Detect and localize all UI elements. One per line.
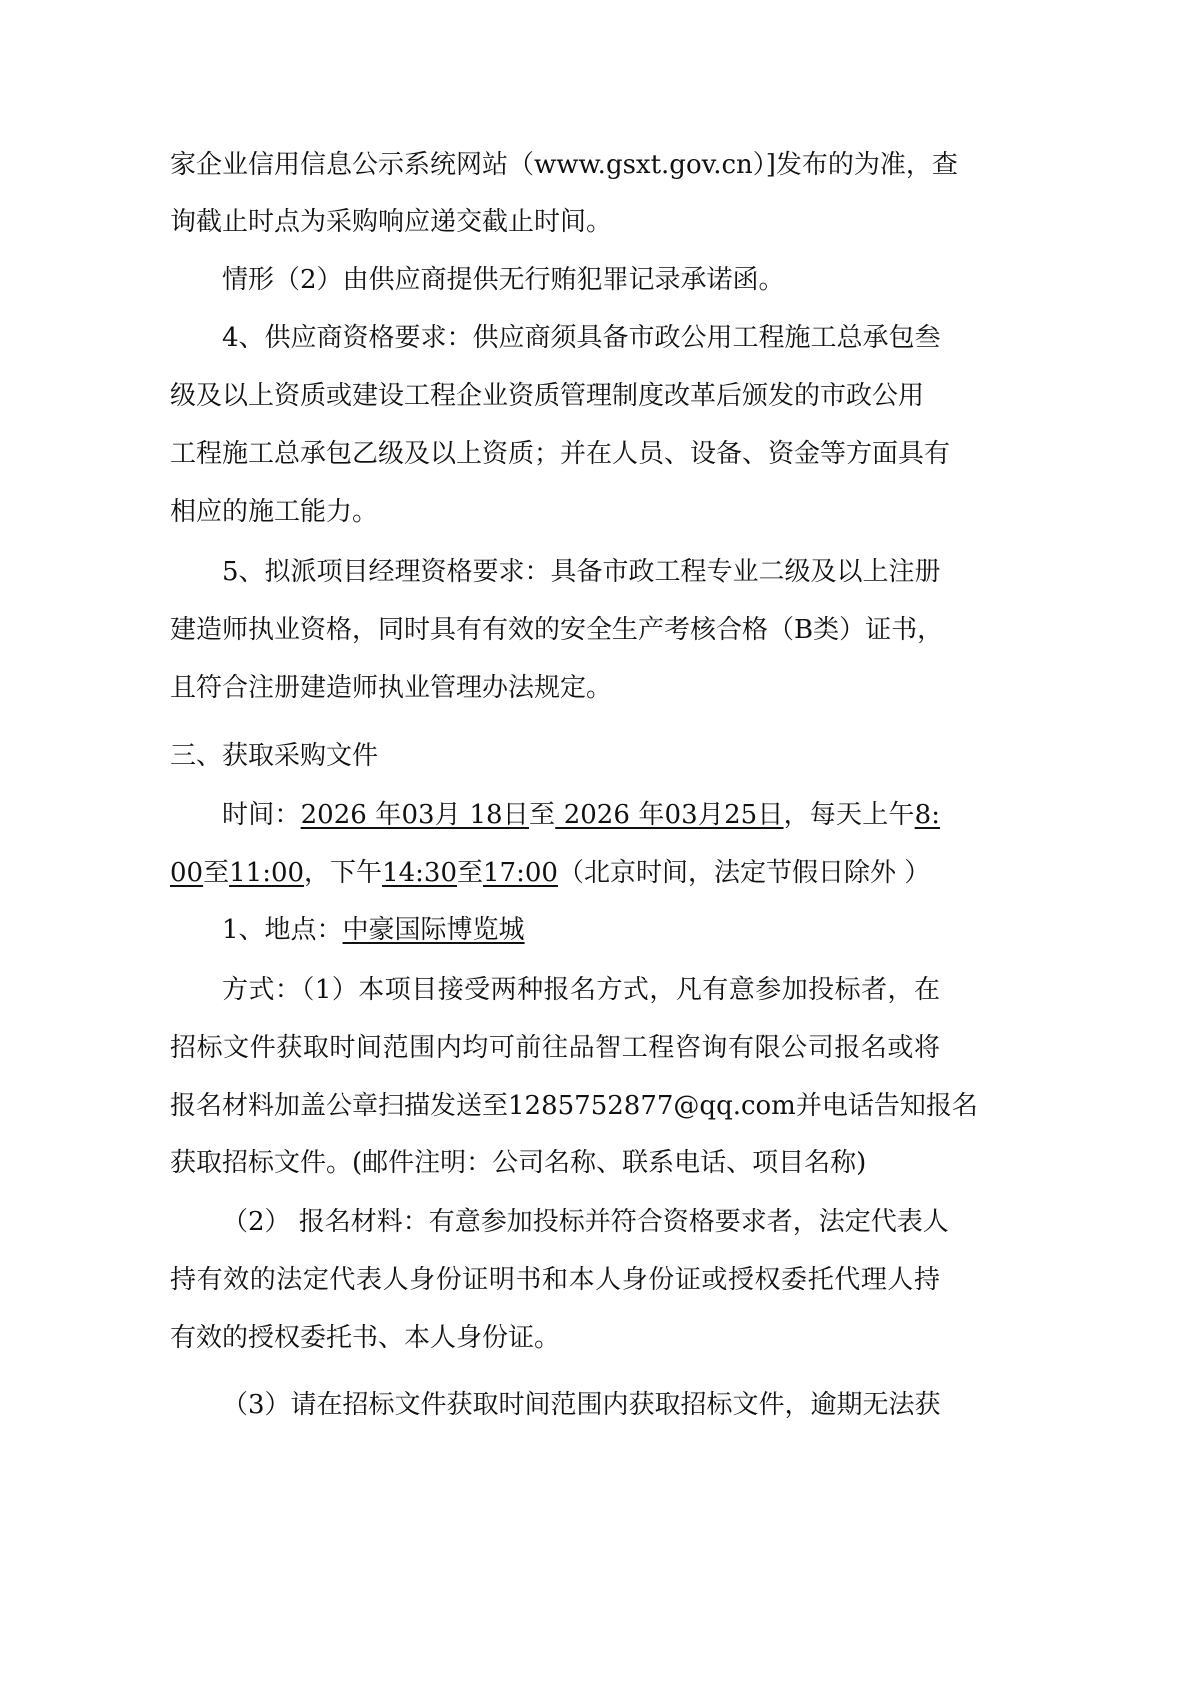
text-segment: （2） 报名材料：有意参加投标并符合资格要求者，法定代表人 — [222, 1207, 949, 1237]
text-segment: 级及以上资质或建设工程企业资质管理制度改革后颁发的市政公用 — [170, 381, 925, 411]
text-segment: 相应的施工能力。 — [170, 497, 379, 527]
text-segment: 情形（2）由供应商提供无行贿犯罪记录承诺函。 — [222, 265, 785, 295]
text-segment: 获取招标文件。(邮件注明：公司名称、联系电话、项目名称) — [170, 1148, 867, 1178]
text-line — [222, 914, 525, 946]
text-segment: 且符合注册建造师执业管理办法规定。 — [170, 673, 613, 703]
text-line — [222, 799, 940, 831]
text-line — [222, 974, 940, 1006]
text-segment: 方式：（1）本项目接受两种报名方式，凡有意参加投标者，在 — [222, 975, 940, 1005]
text-segment: 至 — [203, 858, 230, 888]
text-segment: ，下午 — [304, 858, 383, 888]
text-line — [170, 672, 612, 704]
text-line — [170, 857, 930, 889]
underlined-text: 14:30 — [382, 858, 457, 888]
text-segment: 建造师执业资格，同时具有有效的安全生产考核合格（B类）证书， — [170, 615, 944, 645]
text-line — [170, 1322, 560, 1354]
text-segment: 询截止时点为采购响应递交截止时间。 — [170, 207, 613, 237]
text-line — [222, 322, 940, 354]
underlined-text: 17:00 — [483, 858, 558, 888]
text-line — [222, 264, 785, 296]
text-segment: （3）请在招标文件获取时间范围内获取招标文件，逾期无法获 — [222, 1390, 941, 1420]
text-segment: 4、供应商资格要求：供应商须具备市政公用工程施工总承包叁 — [222, 323, 941, 353]
text-line — [222, 1389, 940, 1421]
underlined-text: 中豪国际博览城 — [342, 915, 525, 945]
text-segment: （北京时间，法定节假日除外 ） — [557, 858, 931, 888]
text-line — [170, 740, 378, 772]
text-line — [222, 1206, 949, 1238]
text-segment: 有效的授权委托书、本人身份证。 — [170, 1323, 561, 1353]
text-line — [170, 1032, 940, 1064]
text-line — [170, 438, 951, 470]
text-segment: 报名材料加盖公章扫描发送至1285752877@qq.com并电话告知报名 — [170, 1091, 978, 1121]
text-line — [170, 380, 924, 412]
text-segment: 时间： — [222, 800, 301, 830]
underlined-text: 8: — [914, 800, 940, 830]
text-line — [170, 496, 378, 528]
text-line — [170, 1147, 866, 1179]
text-segment: 家企业信用信息公示系统网站（www.gsxt.gov.cn）]发布的为准，查 — [170, 150, 958, 180]
text-line — [170, 1090, 978, 1122]
underlined-text: 11:00 — [229, 858, 305, 888]
text-segment: 至 — [457, 858, 484, 888]
text-line — [170, 1264, 940, 1296]
underlined-text: 2026 年03月 18日 — [300, 800, 529, 830]
text-segment: 工程施工总承包乙级及以上资质；并在人员、设备、资金等方面具有 — [170, 439, 951, 469]
text-segment: 至 — [529, 800, 556, 830]
text-segment: 1、地点： — [222, 915, 343, 945]
text-segment: 三、获取采购文件 — [170, 741, 379, 771]
underlined-text: 00 — [170, 858, 204, 888]
text-line — [170, 149, 958, 181]
text-segment: 招标文件获取时间范围内均可前往品智工程咨询有限公司报名或将 — [170, 1033, 940, 1063]
text-segment: ，每天上午 — [783, 800, 915, 830]
text-line — [222, 556, 940, 588]
text-line — [170, 206, 612, 238]
underlined-text: 2026 年03月25日 — [555, 800, 784, 830]
text-line — [170, 614, 944, 646]
text-segment: 持有效的法定代表人身份证明书和本人身份证或授权委托代理人持 — [170, 1265, 940, 1295]
text-segment: 5、拟派项目经理资格要求：具备市政工程专业二级及以上注册 — [222, 557, 941, 587]
